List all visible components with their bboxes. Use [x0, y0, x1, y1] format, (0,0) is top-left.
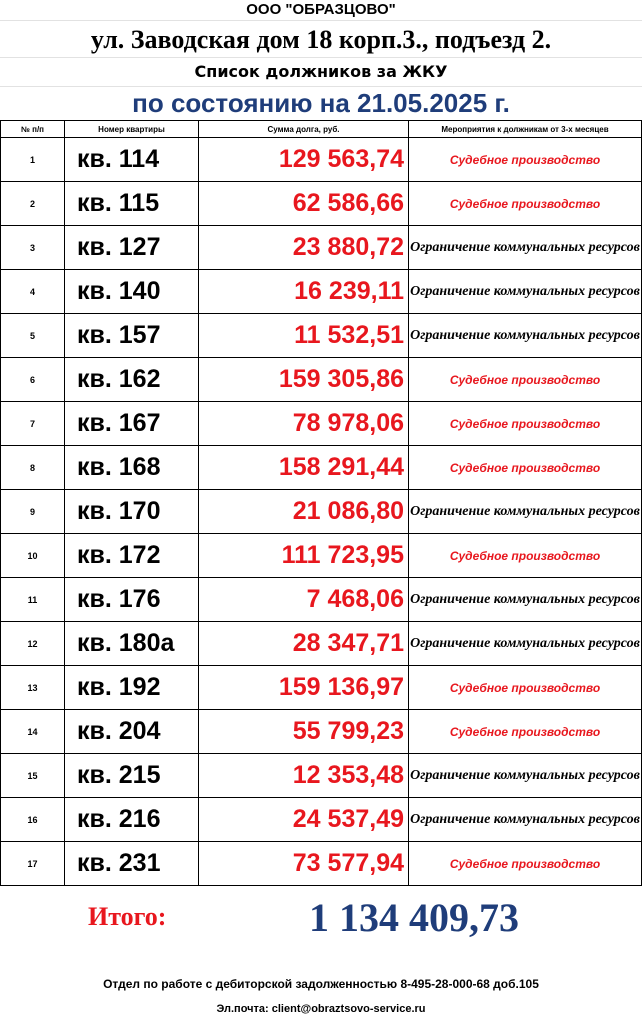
row-number: 4 — [1, 270, 65, 314]
debt-amount: 12 353,48 — [199, 754, 409, 798]
debt-amount: 62 586,66 — [199, 182, 409, 226]
table-body — [1, 138, 642, 886]
row-number: 14 — [1, 710, 65, 754]
measure-cell — [409, 358, 642, 402]
apartment-number: кв. 167 — [65, 402, 199, 446]
table-row — [1, 710, 642, 754]
measure-utility-restriction: Ограничение коммунальных ресурсов — [410, 811, 640, 827]
apartment-number: кв. 176 — [65, 578, 199, 622]
table-row — [1, 842, 642, 886]
measure-utility-restriction: Ограничение коммунальных ресурсов — [410, 635, 640, 651]
measure-court-proceedings: Судебное производство — [449, 724, 601, 739]
table-row — [1, 622, 642, 666]
measure-cell — [409, 578, 642, 622]
table-row — [1, 358, 642, 402]
table-row — [1, 534, 642, 578]
row-number: 12 — [1, 622, 65, 666]
row-number: 9 — [1, 490, 65, 534]
table-row — [1, 446, 642, 490]
list-subtitle: Список должников за ЖКУ — [0, 58, 642, 87]
row-number: 15 — [1, 754, 65, 798]
as-of-date: по состоянию на 21.05.2025 г. — [132, 88, 510, 118]
table-row — [1, 402, 642, 446]
measure-utility-restriction: Ограничение коммунальных ресурсов — [410, 239, 640, 255]
debt-amount: 73 577,94 — [199, 842, 409, 886]
department-contact: Отдел по работе с дебиторской задолженностью 8-495-28-000-68 доб.105 — [103, 977, 539, 991]
table-row — [1, 314, 642, 358]
measure-cell — [409, 402, 642, 446]
organization-name: ООО "ОБРАЗЦОВО" — [0, 0, 642, 21]
contact-email: Эл.почта: client@obraztsovo-service.ru — [216, 1003, 426, 1015]
table-row — [1, 270, 642, 314]
measure-cell — [409, 314, 642, 358]
debt-amount: 23 880,72 — [199, 226, 409, 270]
measure-cell — [409, 226, 642, 270]
debt-amount: 24 537,49 — [199, 798, 409, 842]
debt-amount: 28 347,71 — [199, 622, 409, 666]
measure-cell — [409, 182, 642, 226]
apartment-number: кв. 114 — [65, 138, 199, 182]
apartment-number: кв. 172 — [65, 534, 199, 578]
total-value: 1 134 409,73 — [309, 895, 519, 940]
row-number: 5 — [1, 314, 65, 358]
measure-cell — [409, 798, 642, 842]
table-row — [1, 754, 642, 798]
debt-amount: 158 291,44 — [199, 446, 409, 490]
building-address: ул. Заводская дом 18 корп.3., подъезд 2. — [0, 21, 642, 58]
table-row — [1, 666, 642, 710]
measure-utility-restriction: Ограничение коммунальных ресурсов — [410, 767, 640, 783]
measure-court-proceedings: Судебное производство — [449, 416, 601, 431]
table-row — [1, 226, 642, 270]
apartment-number: кв. 127 — [65, 226, 199, 270]
debt-amount: 159 305,86 — [199, 358, 409, 402]
apartment-number: кв. 170 — [65, 490, 199, 534]
measure-court-proceedings: Судебное производство — [449, 196, 601, 211]
row-number: 17 — [1, 842, 65, 886]
apartment-number: кв. 180а — [65, 622, 199, 666]
measure-cell — [409, 622, 642, 666]
measure-cell — [409, 666, 642, 710]
apartment-number: кв. 115 — [65, 182, 199, 226]
apartment-number: кв. 215 — [65, 754, 199, 798]
row-number: 11 — [1, 578, 65, 622]
measure-utility-restriction: Ограничение коммунальных ресурсов — [410, 283, 640, 299]
debt-amount: 159 136,97 — [199, 666, 409, 710]
measure-cell — [409, 710, 642, 754]
measure-cell — [409, 534, 642, 578]
measure-utility-restriction: Ограничение коммунальных ресурсов — [410, 327, 640, 343]
column-header-apartment: Номер квартиры — [65, 121, 199, 138]
apartment-number: кв. 162 — [65, 358, 199, 402]
apartment-number: кв. 140 — [65, 270, 199, 314]
apartment-number: кв. 168 — [65, 446, 199, 490]
debt-amount: 129 563,74 — [199, 138, 409, 182]
measure-cell — [409, 754, 642, 798]
debt-amount: 78 978,06 — [199, 402, 409, 446]
apartment-number: кв. 216 — [65, 798, 199, 842]
measure-cell — [409, 446, 642, 490]
table-row — [1, 490, 642, 534]
measure-cell — [409, 270, 642, 314]
debt-amount: 16 239,11 — [199, 270, 409, 314]
row-number: 1 — [1, 138, 65, 182]
measure-cell — [409, 138, 642, 182]
apartment-number: кв. 231 — [65, 842, 199, 886]
measure-utility-restriction: Ограничение коммунальных ресурсов — [410, 591, 640, 607]
column-header-measures: Мероприятия к должникам от 3-х месяцев — [409, 121, 642, 138]
debt-amount: 55 799,23 — [199, 710, 409, 754]
debtors-table — [0, 120, 642, 886]
measure-court-proceedings: Судебное производство — [449, 152, 601, 167]
measure-court-proceedings: Судебное производство — [449, 548, 601, 563]
debt-amount: 7 468,06 — [199, 578, 409, 622]
apartment-number: кв. 157 — [65, 314, 199, 358]
row-number: 7 — [1, 402, 65, 446]
debt-amount: 21 086,80 — [199, 490, 409, 534]
table-row — [1, 138, 642, 182]
measure-court-proceedings: Судебное производство — [449, 680, 601, 695]
measure-court-proceedings: Судебное производство — [449, 372, 601, 387]
measure-cell — [409, 842, 642, 886]
row-number: 2 — [1, 182, 65, 226]
row-number: 10 — [1, 534, 65, 578]
apartment-number: кв. 204 — [65, 710, 199, 754]
measure-cell — [409, 490, 642, 534]
measure-utility-restriction: Ограничение коммунальных ресурсов — [410, 503, 640, 519]
total-label: Итого: — [88, 902, 167, 931]
table-row — [1, 798, 642, 842]
row-number: 3 — [1, 226, 65, 270]
measure-court-proceedings: Судебное производство — [449, 856, 601, 871]
table-header-row — [1, 121, 642, 138]
row-number: 13 — [1, 666, 65, 710]
column-header-number: № п/п — [1, 121, 65, 138]
table-row — [1, 182, 642, 226]
debt-amount: 111 723,95 — [199, 534, 409, 578]
measure-court-proceedings: Судебное производство — [449, 460, 601, 475]
table-row — [1, 578, 642, 622]
row-number: 6 — [1, 358, 65, 402]
row-number: 8 — [1, 446, 65, 490]
debt-amount: 11 532,51 — [199, 314, 409, 358]
apartment-number: кв. 192 — [65, 666, 199, 710]
column-header-debt-amount: Сумма долга, руб. — [199, 121, 409, 138]
row-number: 16 — [1, 798, 65, 842]
